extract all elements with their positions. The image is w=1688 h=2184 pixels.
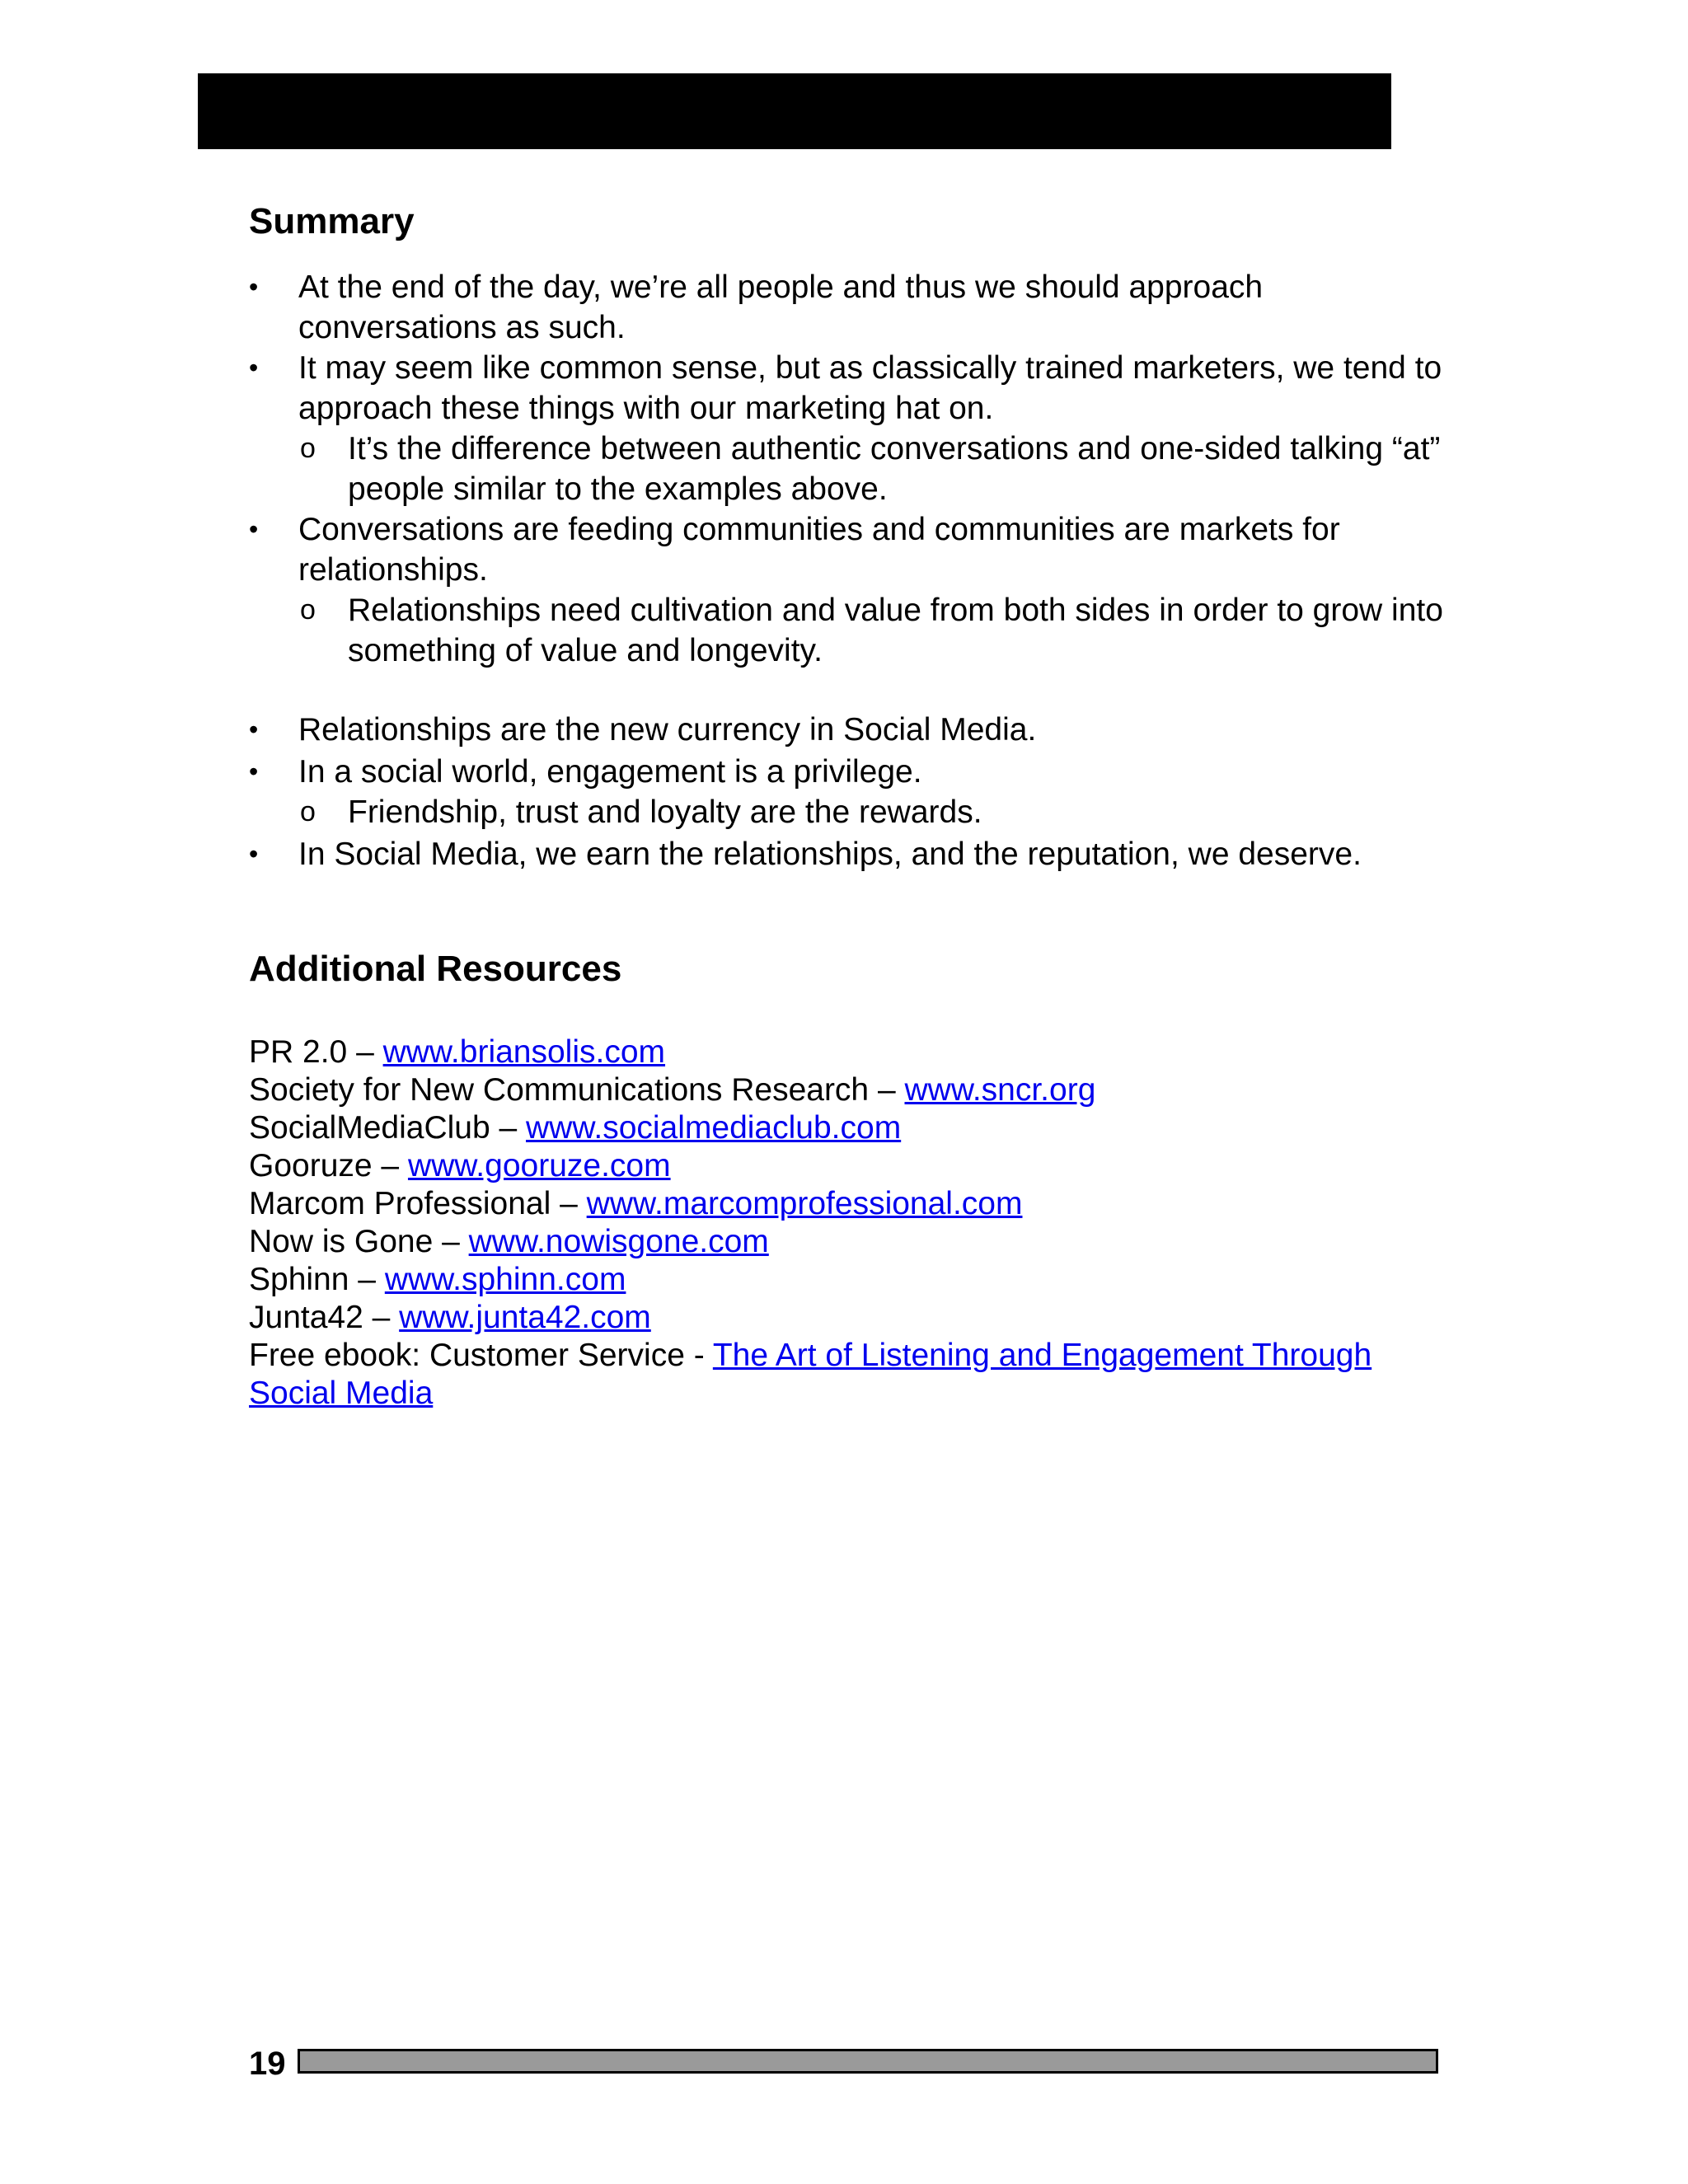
list-item — [249, 752, 1452, 792]
resources-list — [249, 1033, 1452, 1413]
resource-item — [249, 1299, 1452, 1337]
sub-bullet-icon: o — [300, 594, 316, 626]
sub-list-item — [249, 792, 1452, 832]
list-item-text: Relationships need cultivation and value from both sides in order to grow into something of value and longevity. — [348, 593, 1443, 668]
resource-item — [249, 1261, 1452, 1299]
sub-bullet-icon: o — [300, 433, 316, 464]
resource-link[interactable]: www.sncr.org — [904, 1072, 1096, 1108]
resource-link[interactable]: www.nowisgone.com — [468, 1224, 769, 1259]
resource-link[interactable]: www.sphinn.com — [384, 1262, 626, 1297]
bullet-icon: • — [249, 353, 259, 382]
resource-label: SocialMediaClub – — [249, 1110, 527, 1146]
resource-item — [249, 1185, 1452, 1223]
resource-item — [249, 1071, 1452, 1109]
page-content — [249, 193, 1452, 1413]
sub-list-item — [249, 590, 1452, 671]
resources-heading: Additional Resources — [249, 949, 622, 989]
bullet-icon: • — [249, 514, 259, 544]
resource-item — [249, 1337, 1452, 1413]
summary-list — [249, 267, 1452, 874]
list-item — [249, 834, 1452, 874]
resource-item — [249, 1109, 1452, 1147]
summary-heading: Summary — [249, 201, 415, 241]
sub-bullet-icon: o — [300, 796, 316, 827]
resource-item — [249, 1147, 1452, 1185]
list-item-text: Relationships are the new currency in Social Media. — [298, 712, 1037, 748]
resource-item — [249, 1033, 1452, 1071]
bullet-icon: • — [249, 272, 259, 302]
resource-label: Marcom Professional – — [249, 1186, 587, 1221]
resource-label: PR 2.0 – — [249, 1034, 383, 1070]
list-item — [249, 509, 1452, 590]
list-item-text: At the end of the day, we’re all people and thus we should approach conversations as such. — [298, 269, 1264, 345]
resource-label: Society for New Communications Research – — [249, 1072, 905, 1108]
page-number: 19 — [249, 2046, 286, 2082]
list-item — [249, 710, 1452, 750]
resource-label: Junta42 – — [249, 1300, 400, 1335]
resource-label: Gooruze – — [249, 1148, 408, 1183]
resource-link[interactable]: www.socialmediaclub.com — [526, 1110, 902, 1146]
resource-link[interactable]: www.junta42.com — [399, 1300, 651, 1335]
list-item — [249, 348, 1452, 429]
ebook-link[interactable]: The Art of Listening and Engagement Through Social Media — [249, 1338, 1372, 1411]
list-item — [249, 267, 1452, 348]
bullet-icon: • — [249, 839, 259, 869]
list-item-text: Conversations are feeding communities and communities are markets for relationships. — [298, 512, 1340, 588]
bullet-icon: • — [249, 757, 259, 786]
resource-item — [249, 1223, 1452, 1261]
resource-link[interactable]: www.briansolis.com — [382, 1034, 666, 1070]
resource-link[interactable]: www.marcomprofessional.com — [586, 1186, 1023, 1221]
footer-bar — [298, 2049, 1438, 2074]
bullet-icon: • — [249, 715, 259, 744]
list-item-text: In a social world, engagement is a privilege. — [298, 754, 922, 790]
resource-label: Now is Gone – — [249, 1224, 469, 1259]
sub-list-item — [249, 429, 1452, 509]
list-item-text: Friendship, trust and loyalty are the rewards. — [348, 794, 982, 830]
resource-link[interactable]: www.gooruze.com — [407, 1148, 671, 1183]
resource-label: Sphinn – — [249, 1262, 385, 1297]
list-item-text: It may seem like common sense, but as classically trained marketers, we tend to approach these things with our marketing hat on. — [298, 350, 1442, 426]
resource-label: Free ebook: Customer Service - — [249, 1338, 713, 1373]
list-item-text: It’s the difference between authentic conversations and one-sided talking “at” people similar to the examples above. — [348, 431, 1441, 507]
header-bar — [198, 73, 1391, 149]
list-item-text: In Social Media, we earn the relationships, and the reputation, we deserve. — [298, 837, 1362, 872]
